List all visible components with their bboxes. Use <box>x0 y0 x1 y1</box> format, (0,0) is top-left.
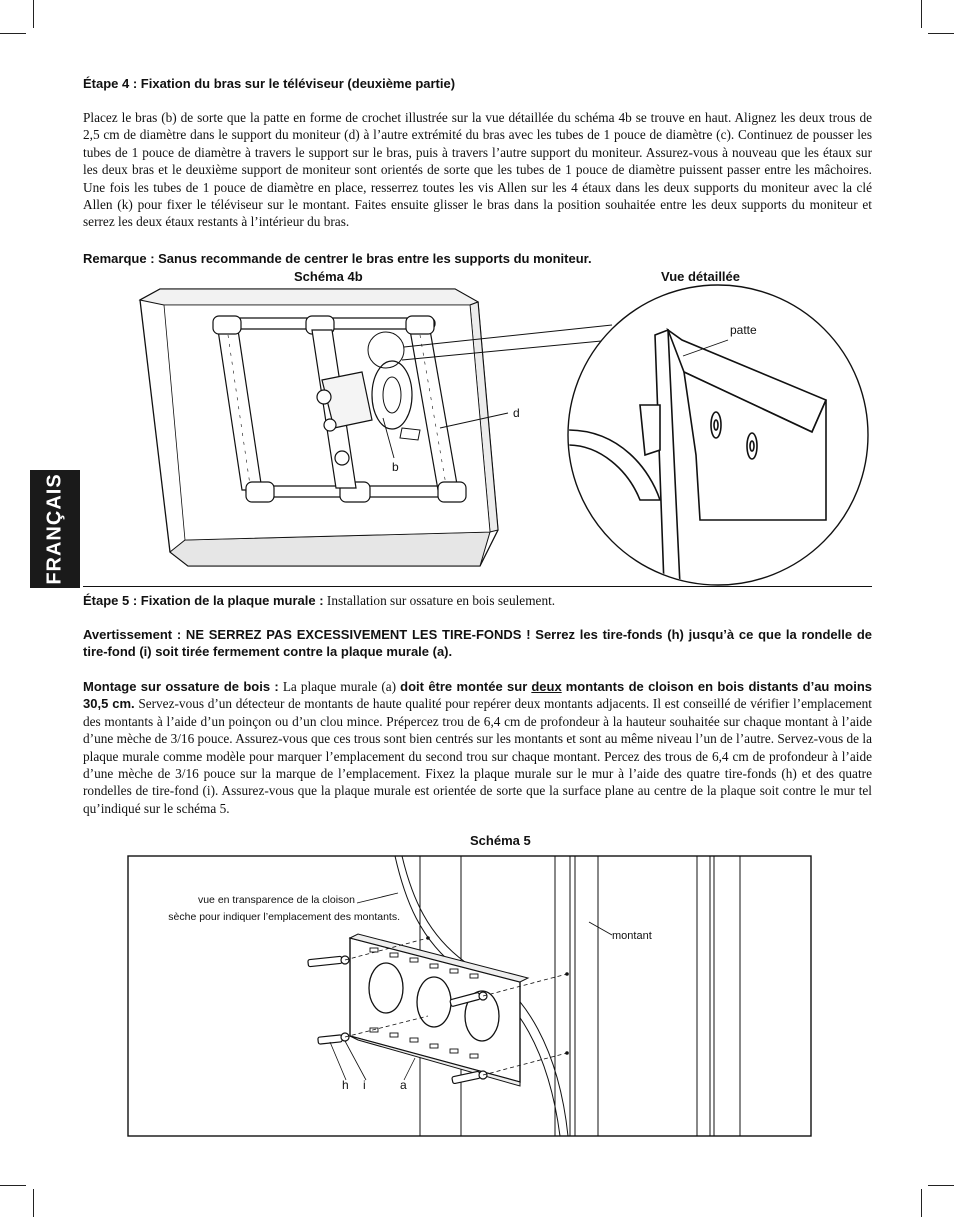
step5-title: Étape 5 : Fixation de la plaque murale : <box>83 593 324 608</box>
fig5-note-2 <box>140 909 400 926</box>
fig4b-title: Schéma 4b <box>294 269 363 284</box>
step4-body: Placez le bras (b) de sorte que la patte en forme de crochet illustrée sur la vue détaillée du schéma 4b se trouve en haut. Alignez les deux trous de 2,5 cm de diamètre dans le support du moniteur (d) à l’autre extrémité du bras avec les tubes de 1 pouce de diamètre (c). Continuez de pousser les tubes de 1 pouce de diamètre à travers le support sur le bras, puis à travers l’autre support du moniteur. Assurez-vous à nouveau que les étaux sur les deux bras et le deuxième support de moniteur sont orientés de sorte que les tubes de 1 pouce de diamètre puissent passer entre les mâchoires. Une fois les tubes de 1 pouce de diamètre en place, resserrez toutes les vis Allen sur les 4 étaux dans les deux supports du moniteur avec la clé Allen (k) pour fixer le téléviseur sur le montant. Faites ensuite glisser le bras dans la position souhaitée entre les deux supports du moniteur et serrez les deux étaux restants à l’intérieur du bras. <box>83 110 872 230</box>
fig5-note-line2: sèche pour indiquer l’emplacement des montants. <box>168 911 400 923</box>
fig5-label-h: h <box>342 1078 349 1092</box>
step5-title-note: Installation sur ossature en bois seulement. <box>326 593 556 608</box>
language-tab-label: FRANÇAIS <box>43 473 66 585</box>
fig5-title: Schéma 5 <box>470 833 531 848</box>
fig5-label-a: a <box>400 1078 407 1092</box>
step4-title: Étape 4 : Fixation du bras sur le téléviseur (deuxième partie) <box>83 76 456 91</box>
step4-remark: Remarque : Sanus recommande de centrer le bras entre les supports du moniteur. <box>83 251 592 266</box>
fig4b-detail-title: Vue détaillée <box>661 269 740 284</box>
mount-text2: Servez-vous d’un détecteur de montants de haute qualité pour repérer deux montants adjacents. Il est conseillé de vérifier l’emplacement des montants à l’aide d’un poinçon ou d’un clou mince. Prépercez trou de 6,4 cm de profondeur à la hauteur souhaitée sur chaque montant à l’aide d’une mèche de 3/16 pouce. Assurez-vous que ces trous sont bien centrés sur les montants et sont au même niveau l’un de l’autre. Servez-vous de la plaque murale comme modèle pour marquer l’emplacement du second trou sur chaque montant. Percez des trous de 6,4 cm de profondeur à l’aide d’une mèche de 3/16 pouce sur la marque de l’emplacement. Fixez la plaque murale sur le mur à l’aide des quatre tire-fonds (h) et des quatre rondelles de tire-fond (i). Assurez-vous que la plaque murale est orientée de sorte que la surface plane au centre de la plaque soit contre le mur tel qu’indiqué sur le schéma 5. <box>83 696 872 816</box>
mount-text1: La plaque murale (a) <box>282 679 397 694</box>
step5-warning: Avertissement : NE SERREZ PAS EXCESSIVEMENT LES TIRE-FONDS ! Serrez les tire-fonds (h) jusqu’à ce que la rondelle de tire-fond (i) soit tirée fermement contre la plaque murale (a). <box>83 627 872 660</box>
fig5-label-i: i <box>363 1078 366 1092</box>
mount-bold1: doit être montée sur <box>400 679 528 694</box>
mount-bold2: montants de cloison en bois distants d’au moins 30,5 cm. <box>83 679 872 712</box>
mount-underline: deux <box>531 679 562 694</box>
mount-label: Montage sur ossature de bois : <box>83 679 279 694</box>
fig4b-label-patte: patte <box>730 323 757 337</box>
fig5-note <box>140 892 355 909</box>
fig4b-label-d: d <box>513 406 520 420</box>
fig5-note-line1: vue en transparence de la cloison <box>197 894 355 906</box>
fig5-label-montant: montant <box>612 930 652 942</box>
fig4b-label-b: b <box>392 460 399 474</box>
